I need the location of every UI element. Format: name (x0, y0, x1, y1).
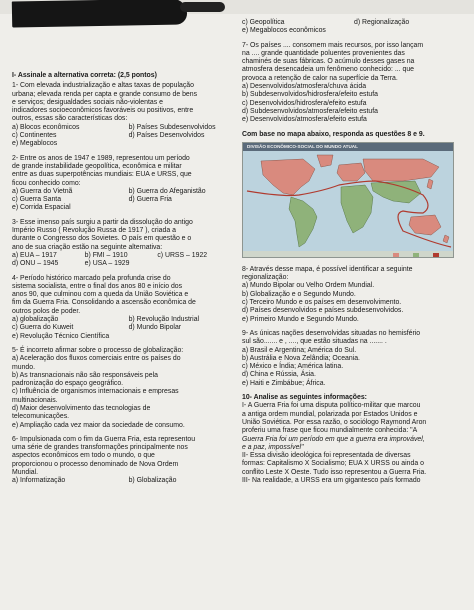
question-2 (12, 155, 230, 213)
option: c) Terceiro Mundo e os países em desenvolvimento. (242, 299, 402, 307)
option: c) México e Índia; América latina. (242, 363, 344, 371)
option: d) China e Rússia, Ásia. (242, 371, 316, 379)
russia-landmass (363, 159, 439, 181)
legend-swatch-south (413, 253, 419, 257)
question-line: uma série de grandes transformações principalmente nos (12, 444, 188, 452)
question-line: ficou conhecido como: (12, 179, 81, 187)
option: mundo. (12, 363, 35, 371)
question-line: 1- Com elevada industrialização e altas taxas de população (12, 82, 194, 90)
question-10-title: 10- Analise as seguintes informações: (242, 394, 367, 402)
question-line: 6- Impulsionada com o fim da Guerra Fria, esta representou (12, 435, 196, 443)
question-line: 3- Esse imenso país surgiu a partir da dissolução do antigo (12, 218, 193, 226)
option: d) Países Desenvolvidos (128, 132, 205, 140)
question-6 (12, 436, 230, 486)
question-line: na .... grande quantidade poluentes provenientes das (242, 49, 405, 57)
statement-line: a antiga ordem mundial, polarizada por Estados Unidos e (242, 410, 418, 418)
left-column (12, 72, 230, 492)
option: c) Desenvolvidos/hidrosfera/efeito estufa (242, 99, 367, 107)
statement-line: proferiu uma frase que ficou mundialmente conhecida: "A (242, 427, 418, 435)
option: b) Globalização (128, 477, 177, 485)
question-line: sul são....... e , ...., que estão situadas na ....... . (242, 338, 387, 346)
map-title: DIVISÃO ECONÔMICO-SOCIAL DO MUNDO ATUAL (243, 143, 453, 151)
question-line: urbana; elevada renda per capta e grande consumo de bens (12, 90, 198, 98)
option: a) Aceleração dos fluxos comerciais entre os países do (12, 355, 181, 363)
option: c) Geopolítica (242, 19, 285, 26)
q6-options (12, 477, 230, 485)
option: a) Informatização (12, 477, 66, 485)
legend-swatch-north (393, 253, 399, 257)
redacted-header (12, 0, 187, 28)
question-3 (12, 219, 230, 269)
question-line: ano de sua criação estão na seguinte alternativa: (12, 243, 163, 251)
option: c) Guerra do Kuweit (12, 324, 74, 332)
question-line: entre as duas superpotências mundiais: EUA e URSS, que (12, 171, 192, 179)
question-4 (12, 275, 230, 341)
option: b) As transnacionais não são responsáveis pela (12, 371, 158, 379)
question-line: 7- Os países .... consomem mais recursos, por isso lançam (242, 41, 424, 49)
world-map-graphic (243, 151, 454, 258)
option: a) Brasil e Argentina; América do Sul. (242, 346, 357, 354)
question-line: outros polos de poder. (12, 307, 81, 315)
question-line: fim da Guerra Fria. Consolidando a ascensão econômica de (12, 299, 196, 307)
statement-line: I- A Guerra Fria foi uma disputa político-militar que marcou (242, 402, 421, 410)
question-line: e serviços; desigualdades sociais não-violentas e (12, 98, 163, 106)
option: d) Mundo Bipolar (128, 324, 182, 332)
option: b) Revolução Industrial (128, 316, 200, 324)
option: e) Corrida Espacial (12, 204, 71, 212)
option: padronização do espaço geográfico. (12, 380, 124, 388)
q4-options (12, 316, 230, 341)
map-intro: Com base no mapa abaixo, responda as questões 8 e 9. (242, 130, 425, 138)
option: e) USA – 1929 (84, 260, 130, 268)
option: d) ONU – 1945 (12, 260, 59, 268)
question-line: chaminés de suas fábricas. O acúmulo desses gases na (242, 58, 415, 66)
previous-question-options (242, 19, 466, 36)
quote-line: Guerra Fria foi um período em que a guerra era improvável, (242, 435, 425, 443)
question-line: sistema socialista, entre o final dos anos 80 e início dos (12, 282, 183, 290)
option: d) Guerra Fria (128, 196, 172, 204)
option: a) Blocos econômicos (12, 123, 80, 131)
question-line: 2- Entre os anos de 1947 e 1989, representou um período (12, 154, 190, 162)
option: e) Primeiro Mundo e Segundo Mundo. (242, 315, 359, 323)
header-options (242, 19, 466, 36)
option: d) Maior desenvolvimento das tecnologias de (12, 404, 151, 412)
question-line: provoca a retenção de calor na superfície da Terra. (242, 74, 398, 82)
redacted-mark (180, 2, 225, 12)
option: telecomunicações. (12, 413, 70, 421)
statement-line: União Soviética. Por essa razão, o sociólogo Raymond Aron (242, 418, 427, 426)
question-line: Império Russo ( Revolução Russa de 1917 ), criada a (12, 227, 176, 235)
right-column (242, 19, 466, 491)
option: e) Haiti e Zimbábue; África. (242, 379, 326, 387)
option: e) Desenvolvidos/atmosfera/efeito estufa (242, 116, 367, 124)
option: a) Mundo Bipolar ou Velho Ordem Mundial. (242, 282, 375, 290)
question-9 (242, 330, 466, 388)
section-1-title: I- Assinale a alternativa correta: (2,5 pontos) (12, 72, 157, 79)
question-line: proporcionou o processo denominado de Nova Ordem (12, 460, 179, 468)
question-5 (12, 347, 230, 430)
world-map (242, 142, 454, 258)
option: b) FMI – 1910 (84, 251, 128, 259)
statement-line: II- Essa divisão ideológica foi representada de diversas (242, 452, 411, 460)
section-1 (12, 72, 230, 149)
question-line: 4- Período histórico marcado pela profunda crise do (12, 274, 171, 282)
option: c) Continentes (12, 132, 57, 140)
option: d) Regionalização (354, 19, 410, 26)
q3-options (12, 252, 230, 269)
option: a) Guerra do Vietnã (12, 187, 73, 195)
question-line: 9- As únicas nações desenvolvidas situadas no hemisfério (242, 329, 421, 337)
question-line: 8- Através desse mapa, é possível identificar a seguinte (242, 265, 413, 273)
option: e) Megablocos econômicos (242, 27, 326, 35)
question-8 (242, 266, 466, 324)
legend-swatch-line (433, 253, 439, 257)
option: c) URSS – 1922 (157, 251, 208, 259)
question-line: de grande instabilidade geopolítica, econômica e militar (12, 162, 182, 170)
q1-options (12, 124, 230, 149)
question-line: 5- É incorreto afirmar sobre o processo de globalização: (12, 346, 184, 354)
option: a) globalização (12, 316, 59, 324)
q2-options (12, 188, 230, 213)
quote-line: e a paz, impossível" (242, 443, 304, 451)
option: b) Subdesenvolvidos/hidrosfera/efeito estufa (242, 91, 378, 99)
option: d) Países desenvolvidos e países subdesenvolvidos. (242, 307, 404, 315)
question-line: outros, essas são características dos: (12, 115, 128, 123)
option: e) Revolução Técnico Científica (12, 332, 110, 340)
question-line: indicadores socioeconômicos favoráveis ou positivos, entre (12, 107, 194, 115)
option: b) Austrália e Nova Zelândia; Oceania. (242, 354, 360, 362)
question-line: aspectos econômicos em todo o mundo, o que (12, 452, 155, 460)
option: b) Guerra do Afeganistão (128, 187, 206, 195)
statement-line: III- Na realidade, a URSS era um gigantesco país formado (242, 476, 421, 484)
option: multinacionais. (12, 396, 58, 404)
option: c) Guerra Santa (12, 196, 62, 204)
question-7 (242, 42, 466, 125)
question-line: anos 90, que culminou com a queda da União Soviética e (12, 291, 189, 299)
option: b) Países Subdesenvolvidos (128, 123, 216, 131)
option: e) Megablocos (12, 140, 58, 148)
question-line: regionalização: (242, 274, 289, 282)
option: a) EUA – 1917 (12, 251, 57, 259)
option: b) Globalização e o Segundo Mundo. (242, 290, 356, 298)
question-1 (12, 82, 230, 148)
option: a) Desenvolvidos/atmosfera/chuva ácida (242, 83, 367, 91)
statement-line: formas: Capitalismo X Socialismo; EUA X URSS ou ainda o (242, 460, 424, 468)
question-line: durante o Congresso dos Sovietes. O país em questão e o (12, 235, 192, 243)
option: c) Influência de organismos internacionais e empresas (12, 388, 179, 396)
question-10 (242, 394, 466, 485)
option: d) Subdesenvolvidos/atmosfera/efeito estufa (242, 107, 378, 115)
option: e) Ampliação cada vez maior da sociedade de consumo. (12, 421, 185, 429)
question-line: Mundial. (12, 469, 39, 477)
statement-line: conflito Leste X Oeste. Tudo isso representou a Guerra Fria. (242, 468, 427, 476)
map-legend-strip (243, 251, 454, 258)
question-line: atmosfera desencadeia um fenômeno conhecido: ... que (242, 66, 414, 74)
